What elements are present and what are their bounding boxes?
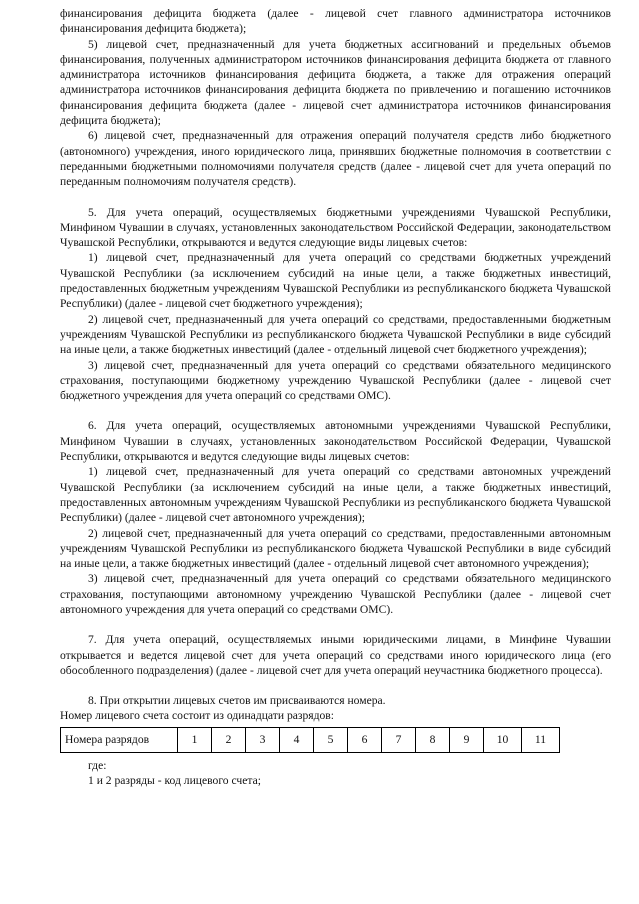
digit-cell: 6 [348, 727, 382, 752]
legend-where: где: [88, 758, 107, 772]
paragraph: 1) лицевой счет, предназначенный для учета операций со средствами автономных учреждений Чувашской Республики (за исключением субсидий на иные цели, а также бюджетных инвестиций, предоставленных автономным учреждениям Чувашской Республики из республиканского бюджета Чувашской Республики) (далее - лицевой счет автономного учреждения); [60, 465, 611, 525]
paragraph: 6. Для учета операций, осуществляемых автономными учреждениями Чувашской Республики, Минфином Чувашии в случаях, установленных законодательством Российской Федерации, Чувашской Республики, открываются и ведутся следующие виды лицевых счетов: [60, 419, 611, 464]
paragraph: Номер лицевого счета состоит из одинадцати разрядов: [60, 709, 334, 723]
paragraph: 2) лицевой счет, предназначенный для учета операций со средствами, предоставленными автономным учреждениям Чувашской Республики из республиканского бюджета Чувашской Республики в виде субсидий на иные цели, а также бюджетных инвестиций (далее - отдельный лицевой счет автономного учреждения); [60, 526, 611, 571]
paragraph: 6) лицевой счет, предназначенный для отражения операций получателя средств либо бюджетного (автономного) учреждения, иного юридического лица, принявших бюджетные полномочия в соответствии с переданными бюджетными полномочиями получателя средств (далее - лицевой счет для учета операций по переданным полномочиям получателя средств). [60, 129, 611, 189]
digits-table [60, 727, 560, 753]
digit-cell: 1 [178, 727, 212, 752]
paragraph: финансирования дефицита бюджета (далее - лицевой счет главного администратора источников финансирования дефицита бюджета); [60, 7, 611, 36]
digit-cell: 4 [280, 727, 314, 752]
digit-cell: 2 [212, 727, 246, 752]
digit-cell: 3 [246, 727, 280, 752]
paragraph-gap [60, 617, 611, 632]
digits-table-row [61, 727, 560, 752]
digit-cell: 7 [382, 727, 416, 752]
paragraph-gap [60, 190, 611, 205]
digit-cell: 5 [314, 727, 348, 752]
paragraph: 5. Для учета операций, осуществляемых бюджетными учреждениями Чувашской Республики, Минфином Чувашии в случаях, установленных законодательством Российской Федерации, законодательством Чувашской Республики, открываются и ведутся следующие виды лицевых счетов: [60, 205, 611, 250]
document-body [60, 6, 611, 724]
paragraph: 1) лицевой счет, предназначенный для учета операций со средствами бюджетных учреждений Чувашской Республики (за исключением субсидий на иные цели, а также бюджетных инвестиций, предоставленных бюджетным учреждениям Чувашской Республики из республиканского бюджета Чувашской Республики) (далее - лицевой счет бюджетного учреждения); [60, 251, 611, 311]
digit-cell: 8 [416, 727, 450, 752]
legend-line-1: 1 и 2 разряды - код лицевого счета; [88, 774, 261, 788]
paragraph: 5) лицевой счет, предназначенный для учета бюджетных ассигнований и предельных объемов финансирования, полученных администратором источников финансирования дефицита бюджета от главного администратора источников финансирования дефицита бюджета, а также для отражения операций администратора источников финансирования дефицита бюджета по привлечению и погашению источников финансирования дефицита бюджета (далее - лицевой счет администратора источников финансирования дефицита бюджета); [60, 37, 611, 128]
paragraph: 8. При открытии лицевых счетов им присваиваются номера. [88, 694, 386, 708]
paragraph: 2) лицевой счет, предназначенный для учета операций со средствами, предоставленными бюджетным учреждениям Чувашской Республики из республиканского бюджета Чувашской Республики в виде субсидий на иные цели, а также бюджетных инвестиций (далее - отдельный лицевой счет бюджетного учреждения); [60, 312, 611, 357]
digit-cell: 11 [522, 727, 560, 752]
paragraph-gap [60, 678, 611, 693]
paragraph: 3) лицевой счет, предназначенный для учета операций со средствами обязательного медицинского страхования, поступающими бюджетному учреждению Чувашской Республики (далее - лицевой счет бюджетного учреждения для учета операций со средствами ОМС). [60, 358, 611, 403]
paragraph: 7. Для учета операций, осуществляемых иными юридическими лицами, в Минфине Чувашии открывается и ведется лицевой счет для учета операций со средствами иного юридического лица (его обособленного подразделения) (далее - лицевой счет для учета операций неучастника бюджетного процесса). [60, 633, 611, 677]
digits-table-header: Номера разрядов [61, 727, 178, 752]
digit-cell: 10 [484, 727, 522, 752]
paragraph: 3) лицевой счет, предназначенный для учета операций со средствами обязательного медицинского страхования, поступающими автономному учреждению Чувашской Республики (далее - лицевой счет автономного учреждения для учета операций со средствами ОМС). [60, 572, 611, 616]
digit-cell: 9 [450, 727, 484, 752]
paragraph-gap [60, 403, 611, 418]
